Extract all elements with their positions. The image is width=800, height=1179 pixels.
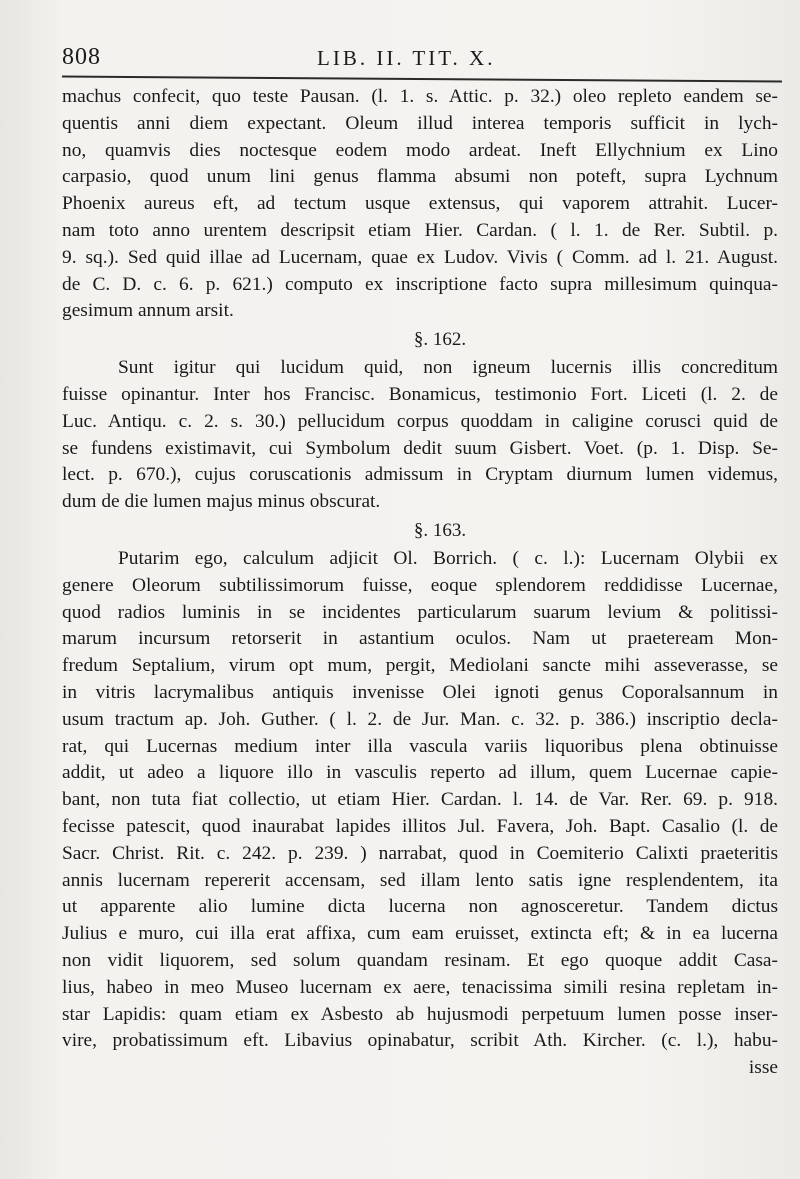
page-number: 808 [62,44,101,70]
text-line: fecisse patescit, quod inaurabat lapides illitos Jul. Favera, Joh. Bapt. Casalio (l. de [62,815,778,837]
text-line: non vidit liquorem, sed solum quandam resinam. Et ego quoque addit Casa- [62,949,778,971]
text-line: annis lucernam repererit accensam, sed illam lento satis igne resplendentem, ita [62,869,778,891]
text-line: lius, habeo in meo Museo lucernam ex aere, tenacissima simili resina repletam in- [62,976,778,998]
text-line: quentis anni diem expectant. Oleum illud interea temporis sufficit in lych- [62,112,778,134]
text-line: se fundens existimavit, cui Symbolum dedit suum Gisbert. Voet. (p. 1. Disp. Se- [62,437,778,459]
text-line: ut apparente alio lumine dicta lucerna non agnosceretur. Tandem dictus [62,896,778,918]
text-line: rat, qui Lucernas medium inter illa vascula variis liquoribus plena obtinuisse [62,735,778,757]
text-line: fuisse opinantur. Inter hos Francisc. Bonamicus, testimonio Fort. Liceti (l. 2. de [62,383,778,405]
text-line: no, quamvis dies noctesque eodem modo ardeat. Ineft Ellychnium ex Lino [62,139,778,161]
text-line: gesimum annum arsit. [62,300,234,322]
text-line: nam toto anno urentem descripsit etiam Hier. Cardan. ( l. 1. de Rer. Subtil. p. [62,219,778,241]
text-line: marum incursum retorserit in astantium oculos. Nam ut praeteream Mon- [62,628,778,650]
text-line: quod radios luminis in se incidentes particularum suarum levium & politissi- [62,601,778,623]
text-line: Phoenix aureus eft, ad tectum usque extensus, qui vaporem attrahit. Lucer- [62,193,778,215]
text-line: lect. p. 670.), cujus coruscationis admissum in Cryptam diurnum lumen videmus, [62,464,778,486]
text-line: 9. sq.). Sed quid illae ad Lucernam, quae ex Ludov. Vivis ( Comm. ad l. 21. August. [62,246,778,268]
text-line: dum de die lumen majus minus obscurat. [62,491,381,513]
text-line: carpasio, quod unum lini genus flamma absumi non poteft, supra Lychnum [62,166,778,188]
text-body [62,84,778,1082]
text-line: vire, probatissimum eft. Libavius opinabatur, scribit Ath. Kircher. (c. l.), habu- [62,1030,778,1052]
text-line: Julius e muro, cui illa erat affixa, cum eam eruisset, extincta eft; & in ea lucerna [62,923,778,945]
text-line: addit, ut adeo a liquore illo in vasculis reperto ad illum, quem Lucernae capie- [62,762,778,784]
section-heading: §. 162. [413,329,467,351]
text-line: Putarim ego, calculum adjicit Ol. Borrich. ( c. l.): Lucernam Olybii ex [118,547,778,569]
text-line: bant, non tuta fiat collectio, ut etiam Hier. Cardan. l. 14. de Var. Rer. 69. p. 918. [62,789,778,811]
text-line: Sunt igitur qui lucidum quid, non igneum lucernis illis concreditum [118,357,778,379]
text-line: Luc. Antiqu. c. 2. s. 30.) pellucidum corpus quoddam in caligine corusci quid de [62,410,778,432]
text-line: star Lapidis: quam etiam ex Asbesto ab hujusmodi perpetuum lumen posse inser- [62,1003,778,1025]
text-line: Sacr. Christ. Rit. c. 242. p. 239. ) narrabat, quod in Coemiterio Calixti praeteritis [62,842,778,864]
catchword: isse [748,1057,778,1079]
section-heading: §. 163. [413,519,467,541]
text-line: genere Oleorum subtilissimorum fuisse, eoque splendorem reddidisse Lucernae, [62,574,778,596]
running-title: LIB. II. TIT. X. [317,46,496,70]
text-line: de C. D. c. 6. p. 621.) computo ex inscriptione facto supra millesimum quinqua- [62,273,778,295]
text-line: usum tractum ap. Joh. Guther. ( l. 2. de Jur. Man. c. 32. p. 386.) inscriptio decla- [62,708,778,730]
text-line: fredum Septalium, virum opt mum, pergit, Mediolani sancte mihi asseverasse, se [62,655,778,677]
text-line: in vitris lacrymalibus antiquis invenisse Olei ignoti genus Coporalsannum in [62,681,778,703]
page-header [62,40,782,74]
header-rule [62,75,782,82]
text-line: machus confecit, quo teste Pausan. (l. 1. s. Attic. p. 32.) oleo repleto eandem se- [62,86,778,107]
